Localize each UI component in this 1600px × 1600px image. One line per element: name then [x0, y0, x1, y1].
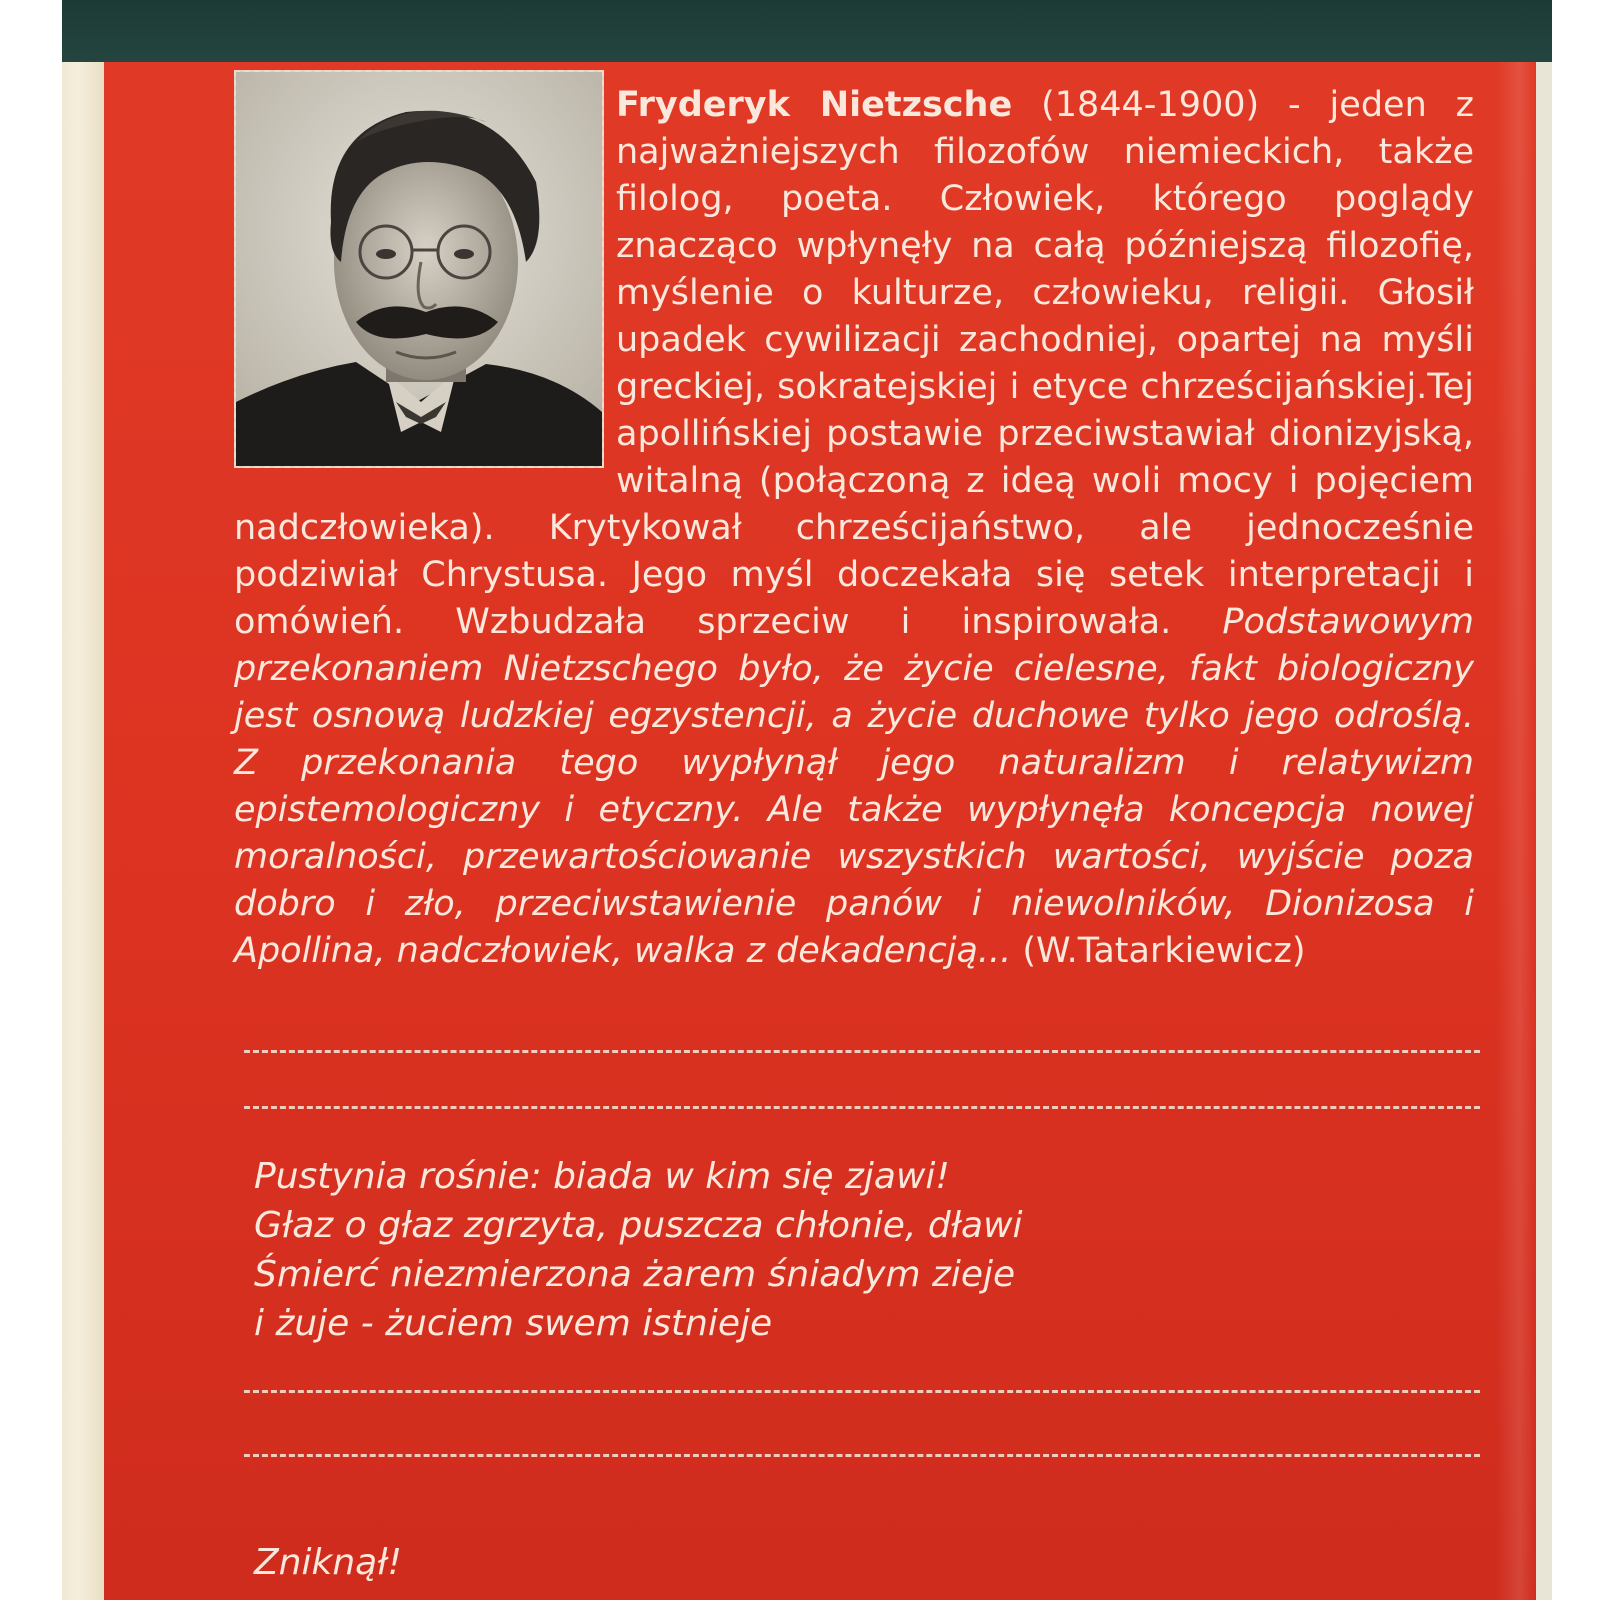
biography-main: (1844-1900) - jeden z najważniejszych filozofów niemieckich, także filolog, poeta. Człowiek, którego poglądy znacząco wpłynęły na całą późniejszą filozofię, myślenie o kulturze, człowieku, religii. Głosił upadek cywilizacji zachodniej, opartej na myśli greckiej, sokratejskiej i etyce chrześcijańskiej.Tej apollińskiej postawie przeciwstawiał dionizyjską, witalną (połączoną z ideą woli mocy i pojęciem nadczłowieka). Krytykował chrześcijaństwo, ale jednocześnie podziwiał Chrystusa. Jego myśl doczekała się setek interpretacji i omówień. Wzbudzała sprzeciw i inspirowała. — [234, 85, 1475, 642]
divider-2 — [244, 1106, 1480, 1109]
poem-line: i żuje - żuciem swem istnieje — [254, 1303, 773, 1344]
poem-line: Zniknął! — [254, 1542, 402, 1583]
author-name: Fryderyk Nietzsche — [616, 85, 1013, 125]
biography-quote: Podstawowym przekonaniem Nietzschego było, że życie cielesne, fakt biologiczny jest osnową ludzkiej egzystencji, a życie duchowe tylko jego odroślą. Z przekonania tego wypłynął jego naturalizm i relatywizm epistemologiczny i etyczny. Ale także wypłynęła koncepcja nowej moralności, przewartościowanie wszystkich wartości, wyjście poza dobro i zło, przeciwstawienie panów i niewolników, Dionizosa i Apollina, nadczłowiek, walka z dekadencją... — [234, 602, 1474, 971]
page-edge — [62, 60, 104, 1600]
top-band — [62, 0, 1552, 62]
cover-shine — [1496, 62, 1536, 1600]
author-portrait — [234, 70, 604, 468]
poem-line: Pustynia rośnie: biada w kim się zjawi! — [254, 1156, 950, 1197]
back-cover — [104, 62, 1536, 1600]
divider-4 — [244, 1454, 1480, 1457]
poem-stanza-1 — [254, 1152, 1254, 1348]
divider-3 — [244, 1390, 1480, 1393]
poem-line: Śmierć niezmierzona żarem śniadym zieje — [254, 1254, 1016, 1295]
quote-attribution: (W.Tatarkiewicz) — [1011, 931, 1306, 971]
poem-stanza-2 — [254, 1538, 1254, 1587]
poem-line: Głaz o głaz zgrzyta, puszcza chłonie, dławi — [254, 1205, 1023, 1246]
divider-1 — [244, 1050, 1480, 1053]
